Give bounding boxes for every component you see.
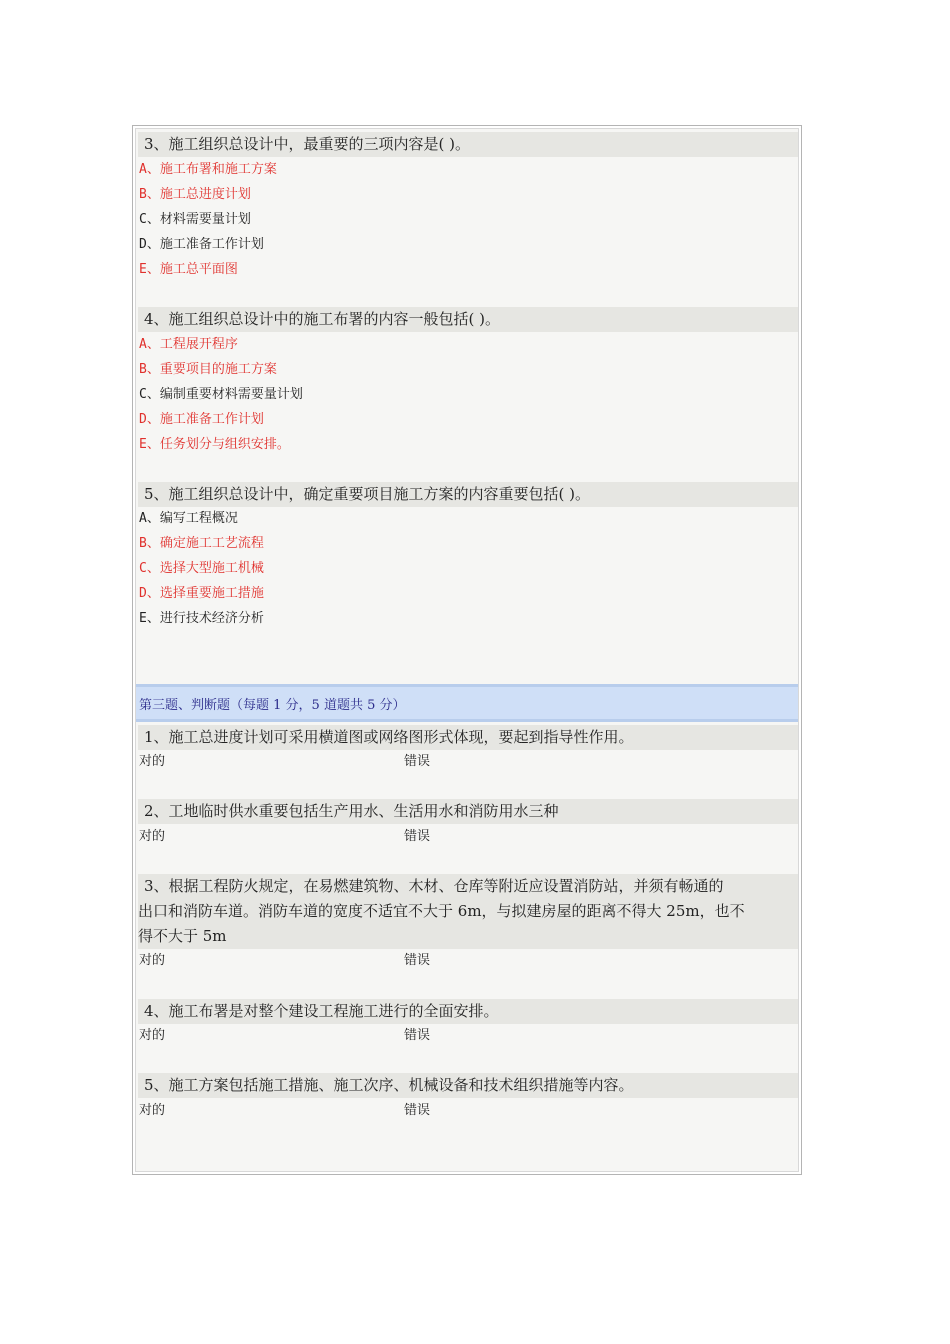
question-stem: 4、施工组织总设计中的施工布署的内容一般包括( )。 bbox=[138, 307, 798, 332]
question-stem bbox=[138, 874, 798, 949]
option-a[interactable]: A、施工布署和施工方案 bbox=[139, 162, 277, 177]
question-stem: 5、施工组织总设计中，确定重要项目施工方案的内容重要包括( )。 bbox=[138, 482, 798, 507]
question-stem: 5、施工方案包括施工措施、施工次序、机械设备和技术组织措施等内容。 bbox=[138, 1073, 798, 1098]
option-d[interactable]: D、施工准备工作计划 bbox=[139, 237, 264, 252]
answer-true[interactable]: 对的 bbox=[139, 754, 166, 769]
option-b[interactable]: B、施工总进度计划 bbox=[139, 187, 251, 202]
answer-false[interactable]: 错误 bbox=[404, 1028, 431, 1043]
option-c[interactable]: C、编制重要材料需要量计划 bbox=[139, 387, 303, 402]
option-c[interactable]: C、选择大型施工机械 bbox=[139, 561, 264, 576]
question-stem-line: 3、根据工程防火规定，在易燃建筑物、木材、仓库等附近应设置消防站，并须有畅通的 bbox=[144, 877, 724, 895]
option-e[interactable]: E、进行技术经济分析 bbox=[139, 611, 264, 626]
question-stem: 4、施工布署是对整个建设工程施工进行的全面安排。 bbox=[138, 999, 798, 1024]
option-d[interactable]: D、选择重要施工措施 bbox=[139, 586, 264, 601]
section-header bbox=[136, 684, 798, 722]
answer-true[interactable]: 对的 bbox=[139, 1028, 166, 1043]
question-stem: 3、施工组织总设计中，最重要的三项内容是( )。 bbox=[138, 132, 798, 157]
question-stem: 1、施工总进度计划可采用横道图或网络图形式体现，要起到指导性作用。 bbox=[138, 725, 798, 750]
option-a[interactable]: A、编写工程概况 bbox=[139, 511, 238, 526]
option-d[interactable]: D、施工准备工作计划 bbox=[139, 412, 264, 427]
quiz-panel bbox=[135, 128, 799, 1172]
answer-false[interactable]: 错误 bbox=[404, 754, 431, 769]
answer-true[interactable]: 对的 bbox=[139, 953, 166, 968]
option-c[interactable]: C、材料需要量计划 bbox=[139, 212, 251, 227]
option-a[interactable]: A、工程展开程序 bbox=[139, 337, 238, 352]
option-e[interactable]: E、任务划分与组织安排。 bbox=[139, 437, 290, 452]
answer-true[interactable]: 对的 bbox=[139, 829, 166, 844]
answer-false[interactable]: 错误 bbox=[404, 953, 431, 968]
option-b[interactable]: B、重要项目的施工方案 bbox=[139, 362, 277, 377]
answer-false[interactable]: 错误 bbox=[404, 1103, 431, 1118]
section-title: 第三题、判断题（每题 1 分，5 道题共 5 分） bbox=[139, 698, 406, 713]
option-b[interactable]: B、确定施工工艺流程 bbox=[139, 536, 264, 551]
question-stem-line: 得不大于 5m bbox=[138, 927, 227, 945]
question-stem-line: 出口和消防车道。消防车道的宽度不适宜不大于 6m，与拟建房屋的距离不得大 25m，也不 bbox=[138, 902, 745, 920]
answer-false[interactable]: 错误 bbox=[404, 829, 431, 844]
question-stem: 2、工地临时供水重要包括生产用水、生活用水和消防用水三种 bbox=[138, 799, 798, 824]
quiz-frame bbox=[132, 125, 802, 1175]
option-e[interactable]: E、施工总平面图 bbox=[139, 262, 238, 277]
answer-true[interactable]: 对的 bbox=[139, 1103, 166, 1118]
